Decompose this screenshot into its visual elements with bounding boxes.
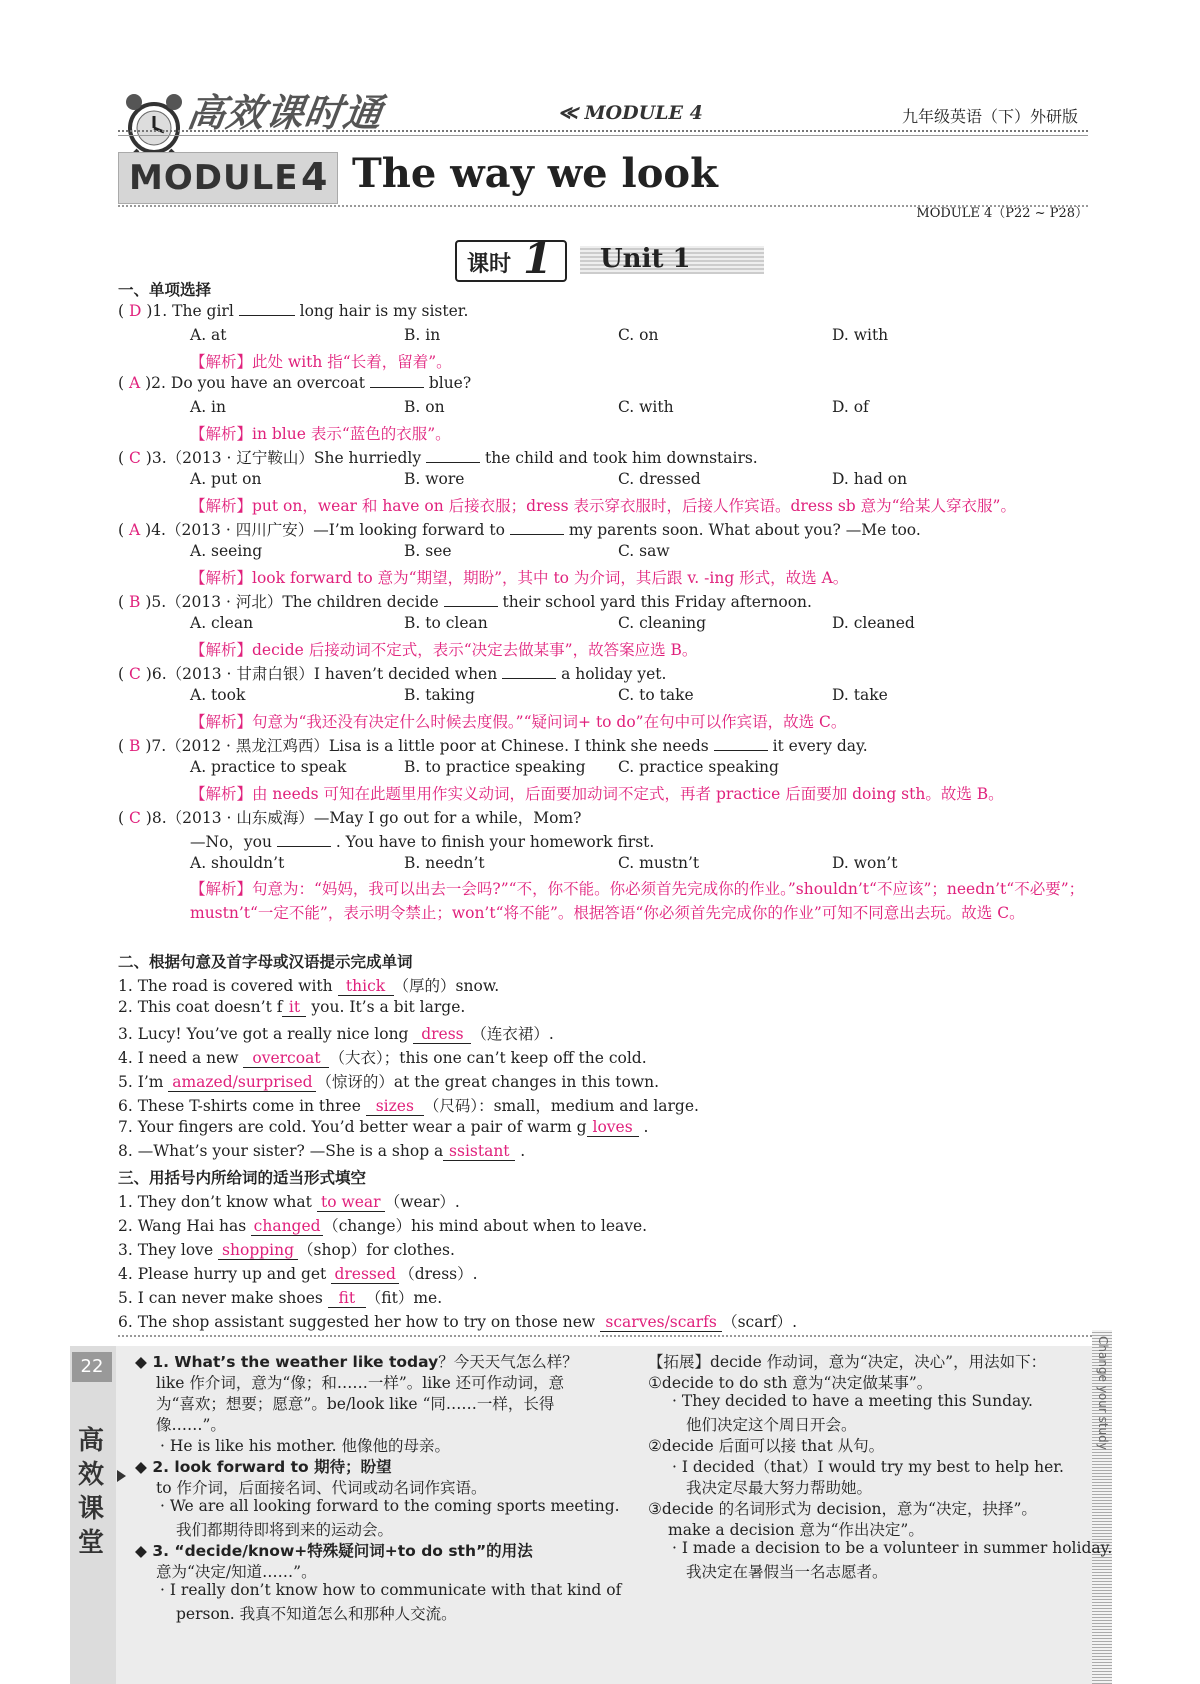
option-d: D. take xyxy=(832,686,888,704)
form-item-1: 1. They don’t know what to wear （wear）. xyxy=(118,1193,460,1211)
module-word: MODULE xyxy=(129,158,299,198)
section-heading: 三、用括号内所给词的适当形式填空 xyxy=(118,1169,367,1187)
option-c: C. on xyxy=(618,326,659,344)
answer-letter: C xyxy=(128,809,141,827)
note-translation: 我决定尽最大努力帮助她。 xyxy=(686,1479,873,1497)
answer-blank: it xyxy=(282,998,306,1017)
side-strip-text: Change your study xyxy=(1096,1336,1110,1450)
question-6: ( C )6.（2013 · 甘肃白银）I haven’t decided when a holiday yet. xyxy=(118,665,667,683)
answer-blank xyxy=(426,462,480,463)
note-line: make a decision 意为“作出决定”。 xyxy=(668,1521,924,1539)
side-label-char: 课 xyxy=(78,1494,105,1524)
answer-letter: A xyxy=(128,521,141,539)
option-a: A. took xyxy=(190,686,246,704)
note-line: like 作介词，意为“像；和……一样”。like 还可作动词，意 xyxy=(156,1374,565,1392)
explanation: 【解析】decide 后接动词不定式，表示“决定去做某事”，故答案应选 B。 xyxy=(190,641,698,659)
option-b: B. on xyxy=(404,398,445,416)
option-a: A. at xyxy=(190,326,227,344)
answer-blank xyxy=(277,846,331,847)
note-line: to 作介词，后面接名词、代词或动名词作宾语。 xyxy=(156,1479,487,1497)
answer-blank: loves xyxy=(587,1118,639,1137)
note-example: · I decided（that）I would try my best to help her. xyxy=(672,1458,1064,1476)
header-divider xyxy=(118,135,1088,136)
note-translation: 我们都期待即将到来的运动会。 xyxy=(176,1521,394,1539)
page-number: 22 xyxy=(72,1352,112,1382)
question-8-line-2: —No，you . You have to finish your homework first. xyxy=(190,833,655,851)
form-item-4: 4. Please hurry up and get dressed （dress）. xyxy=(118,1265,478,1283)
unit-bar xyxy=(580,246,764,274)
form-item-3: 3. They love shopping （shop）for clothes. xyxy=(118,1241,455,1259)
note-heading: ◆ 1. What’s the weather like today？今天天气怎么样？ xyxy=(135,1353,578,1371)
answer-blank xyxy=(239,315,295,316)
note-heading: ◆ 2. look forward to 期待；盼望 xyxy=(135,1458,392,1476)
explanation: 【解析】句意为：“妈妈，我可以出去一会吗?”“不，你不能。你必须首先完成你的作业。”shouldn’t“不应该”；needn’t“不必要”；mustn’t“一定不能”，表示明令禁止；won’t“将不能”。根据答语“你必须首先完成你的作业”可知不同意出去玩。故选 C。 xyxy=(190,880,1085,922)
note-example: · I really don’t know how to communicate with that kind of xyxy=(160,1581,622,1599)
note-line: 像……”。 xyxy=(156,1416,226,1434)
note-example: · We are all looking forward to the coming sports meeting. xyxy=(160,1497,620,1515)
option-d: D. cleaned xyxy=(832,614,915,632)
explanation: 【解析】由 needs 可知在此题里用作实义动词，后面要加动词不定式，再者 practice 后面要加 doing sth。故选 B。 xyxy=(190,785,1004,803)
form-item-5: 5. I can never make shoes fit （fit）me. xyxy=(118,1289,443,1307)
question-8: ( C )8.（2013 · 山东威海）—May I go out for a while，Mom? xyxy=(118,809,582,827)
option-a: A. in xyxy=(190,398,226,416)
form-item-6: 6. The shop assistant suggested her how to try on those new scarves/scarfs （scarf）. xyxy=(118,1313,798,1331)
option-d: D. won’t xyxy=(832,854,898,872)
option-b: B. to practice speaking xyxy=(404,758,586,776)
side-label-char: 效 xyxy=(78,1460,105,1490)
fill-item-3: 3. Lucy! You’ve got a really nice long dress （连衣裙）. xyxy=(118,1025,554,1043)
option-d: D. of xyxy=(832,398,869,416)
explanation: 【解析】put on，wear 和 have on 后接衣服；dress 表示穿衣服时，后接人作宾语。dress sb 意为“给某人穿衣服”。 xyxy=(190,497,1016,515)
option-c: C. dressed xyxy=(618,470,701,488)
answer-blank: overcoat xyxy=(243,1049,329,1068)
option-a: A. seeing xyxy=(190,542,263,560)
side-label-char: 高 xyxy=(78,1426,105,1456)
pointer-arrow-icon xyxy=(117,1470,126,1482)
module-number: 4 xyxy=(301,155,328,199)
question-7: ( B )7.（2012 · 黑龙江鸡西）Lisa is a little poor at Chinese. I think she needs it every day. xyxy=(118,737,868,755)
fill-item-7: 7. Your fingers are cold. You’d better wear a pair of warm g loves . xyxy=(118,1118,649,1136)
answer-blank: shopping xyxy=(218,1241,298,1260)
page-header xyxy=(118,78,1088,140)
question-3: ( C )3.（2013 · 辽宁鞍山）She hurriedly the child and took him downstairs. xyxy=(118,449,758,467)
unit-title: Unit 1 xyxy=(600,244,691,274)
option-a: A. put on xyxy=(190,470,262,488)
brand-logo-text: 高效课时通 xyxy=(184,91,386,135)
option-d: D. had on xyxy=(832,470,908,488)
module-page-range: MODULE 4（P22 ~ P28） xyxy=(916,206,1088,221)
answer-blank xyxy=(714,750,768,751)
note-line: ③decide 的名词形式为 decision，意为“决定，抉择”。 xyxy=(648,1500,1037,1518)
notes-divider xyxy=(118,1335,1108,1337)
option-b: B. to clean xyxy=(404,614,488,632)
question-5: ( B )5.（2013 · 河北）The children decide their school yard this Friday afternoon. xyxy=(118,593,812,611)
header-book-title: 九年级英语（下）外研版 xyxy=(901,107,1078,126)
answer-blank xyxy=(510,534,564,535)
option-c: C. saw xyxy=(618,542,670,560)
option-b: B. wore xyxy=(404,470,465,488)
explanation: 【解析】in blue 表示“蓝色的衣服”。 xyxy=(190,425,451,443)
option-a: A. practice to speak xyxy=(190,758,347,776)
form-item-2: 2. Wang Hai has changed （change）his mind about when to leave. xyxy=(118,1217,648,1235)
answer-blank: ssistant xyxy=(443,1142,515,1161)
note-line: ①decide to do sth 意为“决定做某事”。 xyxy=(648,1374,933,1392)
note-extension-heading: 【拓展】decide 作动词，意为“决定，决心”，用法如下： xyxy=(648,1353,1047,1371)
option-c: C. mustn’t xyxy=(618,854,700,872)
option-c: C. practice speaking xyxy=(618,758,779,776)
module-title: The way we look xyxy=(352,150,718,197)
lesson-badge xyxy=(455,234,567,283)
fill-item-1: 1. The road is covered with thick （厚的）snow. xyxy=(118,977,500,995)
option-a: A. shouldn’t xyxy=(190,854,285,872)
answer-blank: thick xyxy=(338,977,394,996)
note-translation: 我决定在暑假当一名志愿者。 xyxy=(686,1563,888,1581)
option-c: C. to take xyxy=(618,686,694,704)
header-module-label: ≪ MODULE 4 xyxy=(558,102,703,124)
answer-blank: dressed xyxy=(331,1265,399,1284)
note-example: · He is like his mother. 他像他的母亲。 xyxy=(160,1437,451,1455)
note-line: 为“喜欢；想要；愿意”。be/look like “同……一样，长得 xyxy=(156,1395,555,1413)
fill-item-4: 4. I need a new overcoat （大衣）；this one can’t keep off the cold. xyxy=(118,1049,647,1067)
option-a: A. clean xyxy=(190,614,254,632)
side-label-char: 堂 xyxy=(78,1528,105,1558)
fill-item-5: 5. I’m amazed/surprised （惊讶的）at the great changes in this town. xyxy=(118,1073,660,1091)
option-c: C. with xyxy=(618,398,674,416)
option-b: B. needn’t xyxy=(404,854,485,872)
answer-blank: to wear xyxy=(317,1193,385,1212)
answer-blank: fit xyxy=(328,1289,366,1308)
option-c: C. cleaning xyxy=(618,614,707,632)
explanation: 【解析】look forward to 意为“期望，期盼”，其中 to 为介词，其后跟 v. -ing 形式，故选 A。 xyxy=(190,569,849,587)
option-b: B. see xyxy=(404,542,452,560)
answer-letter: D xyxy=(128,302,142,320)
note-translation: 他们决定这个周日开会。 xyxy=(686,1416,857,1434)
answer-blank xyxy=(502,678,556,679)
question-1: ( D )1. The girl long hair is my sister. xyxy=(118,302,469,320)
fill-item-8: 8. —What’s your sister? —She is a shop a ssistant . xyxy=(118,1142,526,1160)
explanation: 【解析】此处 with 指“长着，留着”。 xyxy=(190,353,452,371)
fill-item-2: 2. This coat doesn’t f it you. It’s a bit large. xyxy=(118,998,466,1016)
alarm-clock-icon xyxy=(118,88,190,158)
question-4: ( A )4.（2013 · 四川广安）—I’m looking forward to my parents soon. What about you? —Me too. xyxy=(118,521,921,539)
fill-item-6: 6. These T-shirts come in three sizes （尺码）：small，medium and large. xyxy=(118,1097,699,1115)
answer-letter: C xyxy=(128,665,141,683)
note-translation: person. 我真不知道怎么和那种人交流。 xyxy=(176,1605,457,1623)
answer-letter: A xyxy=(128,374,141,392)
answer-letter: B xyxy=(128,737,141,755)
answer-blank: changed xyxy=(251,1217,323,1236)
note-example: · I made a decision to be a volunteer in summer holiday. xyxy=(672,1539,1113,1557)
lesson-word: 课时 xyxy=(467,252,512,277)
answer-blank: sizes xyxy=(366,1097,424,1116)
header-divider xyxy=(118,130,1088,132)
answer-blank: amazed/surprised xyxy=(168,1073,316,1092)
explanation: 【解析】句意为“我还没有决定什么时候去度假。”“疑问词+ to do”在句中可以作宾语，故选 C。 xyxy=(190,713,847,731)
answer-blank: scarves/scarfs xyxy=(600,1313,722,1332)
answer-blank xyxy=(370,387,424,388)
section-heading: 二、根据句意及首字母或汉语提示完成单词 xyxy=(118,953,413,971)
module-badge xyxy=(118,152,338,204)
note-line: 意为“决定/知道……”。 xyxy=(156,1563,317,1581)
answer-blank: dress xyxy=(413,1025,471,1044)
option-b: B. in xyxy=(404,326,441,344)
note-line: ②decide 后面可以接 that 从句。 xyxy=(648,1437,885,1455)
answer-blank xyxy=(444,606,498,607)
option-d: D. with xyxy=(832,326,889,344)
note-heading: ◆ 3. “decide/know+特殊疑问词+to do sth”的用法 xyxy=(135,1542,533,1560)
lesson-number: 1 xyxy=(523,234,553,283)
question-2: ( A )2. Do you have an overcoat blue? xyxy=(118,374,472,392)
answer-letter: C xyxy=(128,449,141,467)
answer-letter: B xyxy=(128,593,141,611)
note-example: · They decided to have a meeting this Sunday. xyxy=(672,1392,1033,1410)
section-heading: 一、单项选择 xyxy=(118,281,212,299)
option-b: B. taking xyxy=(404,686,475,704)
